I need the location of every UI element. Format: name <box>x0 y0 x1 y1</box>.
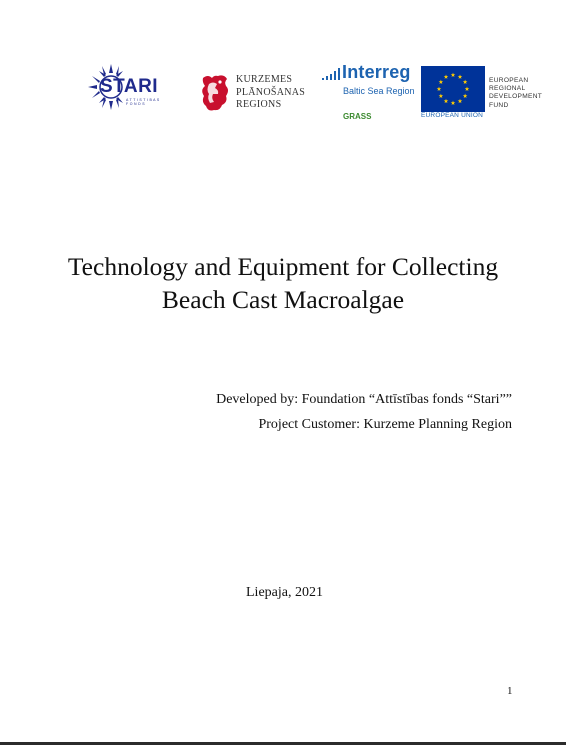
developed-by: Developed by: Foundation “Attīstības fonds “Stari”” <box>216 392 512 407</box>
interreg-region-text: Baltic Sea Region <box>343 86 415 96</box>
eu-flag-logo <box>421 66 485 112</box>
kurzeme-planning-region-logo <box>200 72 310 116</box>
erdf-line: FUND <box>489 101 509 109</box>
eu-flag-icon <box>421 66 485 112</box>
interreg-logo <box>322 62 422 124</box>
erdf-line: DEVELOPMENT <box>489 93 543 101</box>
kurzeme-logo-line: KURZEMES <box>236 74 293 85</box>
interreg-logo-text: Interreg <box>342 62 411 82</box>
erdf-line: REGIONAL <box>489 85 526 93</box>
interreg-bars-icon <box>322 68 342 82</box>
stari-logo-tagline: A T T I S T I B A S F O N D S <box>126 98 160 106</box>
document-title <box>40 250 526 316</box>
kurzeme-logo-text <box>236 74 305 112</box>
title-line: Technology and Equipment for Collecting <box>67 252 499 281</box>
eu-caption: EUROPEAN UNION <box>421 112 484 119</box>
kurzeme-crest-icon <box>200 72 232 114</box>
kurzeme-logo-line: PLĀNOŠANAS <box>236 86 306 98</box>
place-and-date: Liepaja, 2021 <box>246 585 323 600</box>
stari-logo <box>88 64 160 110</box>
erdf-line: EUROPEAN <box>489 77 529 84</box>
grass-project-label: GRASS <box>343 112 372 121</box>
page-number: 1 <box>507 685 513 697</box>
kurzeme-logo-line: REGIONS <box>236 99 282 110</box>
title-line: Beach Cast Macroalgae <box>161 285 405 314</box>
stari-logo-text: STARI <box>100 76 159 97</box>
project-customer: Project Customer: Kurzeme Planning Region <box>258 417 512 432</box>
erdf-text <box>489 77 542 110</box>
